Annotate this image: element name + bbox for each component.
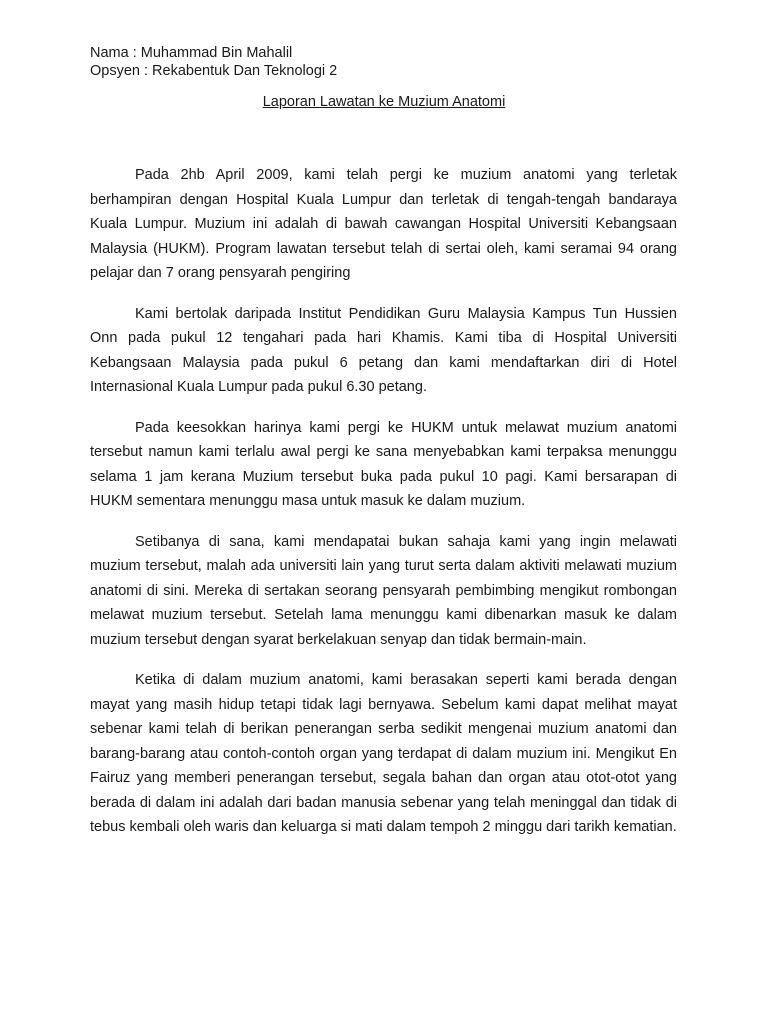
report-title: Laporan Lawatan ke Muzium Anatomi: [262, 94, 506, 110]
paragraph-4: Setibanya di sana, kami mendapatai bukan sahaja kami yang ingin melawati muzium tersebut, malah ada universiti lain yang turut serta dalam aktiviti melawati muzium anatomi di sini. Mereka di sertakan seorang pensyarah pembimbing mengikut rombongan melawat muzium tersebut. Setelah lama menunggu kami dibenarkan masuk ke dalam muzium tersebut dengan syarat berkelakuan senyap dan tidak bermain-main.: [90, 533, 677, 648]
paragraph-5: Ketika di dalam muzium anatomi, kami berasakan seperti kami berada dengan mayat yang masih hidup tetapi tidak lagi bernyawa. Sebelum kami dapat melihat mayat sebenar kami telah di berikan penerangan serba sedikit mengenai muzium anatomi dan barang-barang atau contoh-contoh organ yang terdapat di dalam muzium ini. Mengikut En Fairuz yang memberi penerangan tersebut, segala bahan dan organ atau otot-otot yang berada di dalam ini adalah dari badan manusia sebenar yang telah meninggal dan tidak di tebus kembali oleh waris dan keluarga si mati dalam tempoh 2 minggu dari tarikh kematian.: [90, 672, 677, 835]
paragraph-2: Kami bertolak daripada Institut Pendidikan Guru Malaysia Kampus Tun Hussien Onn pada pukul 12 tengahari pada hari Khamis. Kami tiba di Hospital Universiti Kebangsaan Malaysia pada pukul 6 petang dan kami mendaftarkan diri di Hotel Internasional Kuala Lumpur pada pukul 6.30 petang.: [90, 305, 677, 395]
student-name: Nama : Muhammad Bin Mahalil: [90, 45, 293, 61]
paragraph-3: Pada keesokkan harinya kami pergi ke HUKM untuk melawat muzium anatomi tersebut namun kami terlalu awal pergi ke sana menyebabkan kami terpaksa menunggu selama 1 jam kerana Muzium tersebut buka pada pukul 10 pagi. Kami bersarapan di HUKM sementara menunggu masa untuk masuk ke dalam muzium.: [90, 419, 677, 509]
document-header: [90, 44, 337, 80]
student-option: Opsyen : Rekabentuk Dan Teknologi 2: [90, 63, 338, 79]
report-body: [90, 163, 677, 856]
paragraph-1: Pada 2hb April 2009, kami telah pergi ke muzium anatomi yang terletak berhampiran dengan Hospital Kuala Lumpur dan terletak di tengah-tengah bandaraya Kuala Lumpur. Muzium ini adalah di bawah cawangan Hospital Universiti Kebangsaan Malaysia (HUKM). Program lawatan tersebut telah di sertai oleh, kami seramai 94 orang pelajar dan 7 orang pensyarah pengiring: [90, 167, 677, 281]
